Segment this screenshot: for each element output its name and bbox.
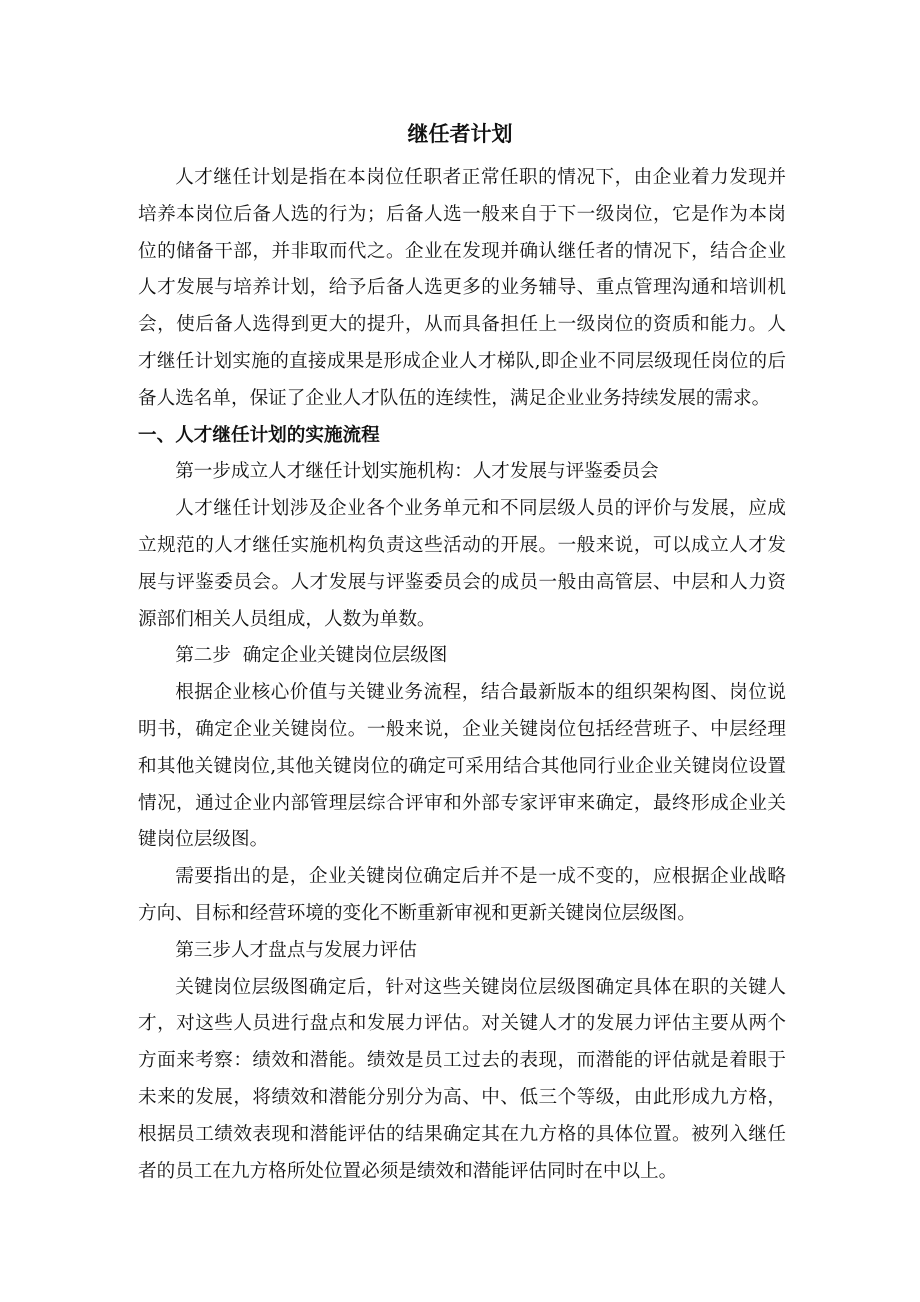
step3-paragraph: 关键岗位层级图确定后，针对这些关键岗位层级图确定具体在职的关键人才，对这些人员进行盘点和发展力评估。对关键人才的发展力评估主要从两个方面来考察：绩效和潜能。绩效是员工过去的表现，而潜能的评估就是着眼于未来的发展，将绩效和潜能分别分为高、中、低三个等级，由此形成九方格，根据员工绩效表现和潜能评估的结果确定其在九方格的具体位置。被列入继任者的员工在九方格所处位置必须是绩效和潜能评估同时在中以上。	[138, 976, 786, 1182]
step2-note-paragraph: 需要指出的是，企业关键岗位确定后并不是一成不变的，应根据企业战略方向、目标和经营环境的变化不断重新审视和更新关键岗位层级图。	[138, 866, 786, 924]
page-title: 继任者计划	[407, 122, 513, 146]
step1-paragraph: 人才继任计划涉及企业各个业务单元和不同层级人员的评价与发展，应成立规范的人才继任实施机构负责这些活动的开展。一般来说，可以成立人才发展与评鉴委员会。人才发展与评鉴委员会的成员一般由高管层、中层和人力资源部们相关人员组成，人数为单数。	[138, 498, 786, 630]
step2-paragraph: 根据企业核心价值与关键业务流程，结合最新版本的组织架构图、岗位说明书，确定企业关键岗位。一般来说，企业关键岗位包括经营班子、中层经理和其他关键岗位,其他关键岗位的确定可采用结合其他同行业企业关键岗位设置情况，通过企业内部管理层综合评审和外部专家评审来确定，最终形成企业关键岗位层级图。	[138, 682, 786, 851]
intro-paragraph: 人才继任计划是指在本岗位任职者正常任职的情况下，由企业着力发现并培养本岗位后备人选的行为；后备人选一般来自于下一级岗位，它是作为本岗位的储备干部，并非取而代之。企业在发现并确认继任者的情况下，结合企业人才发展与培养计划，给予后备人选更多的业务辅导、重点管理沟通和培训机会，使后备人选得到更大的提升，从而具备担任上一级岗位的资质和能力。人才继任计划实施的直接成果是形成企业人才梯队,即企业不同层级现任岗位的后备人选名单，保证了企业人才队伍的连续性，满足企业业务持续发展的需求。	[138, 167, 786, 409]
section-heading-implementation-process: 一、人才继任计划的实施流程	[138, 424, 380, 446]
step2-title: 第二步 确定企业关键岗位层级图	[175, 645, 448, 667]
step3-title: 第三步人才盘点与发展力评估	[175, 939, 417, 961]
step1-title: 第一步成立人才继任计划实施机构：人才发展与评鉴委员会	[175, 461, 659, 483]
document-body	[138, 160, 786, 1190]
